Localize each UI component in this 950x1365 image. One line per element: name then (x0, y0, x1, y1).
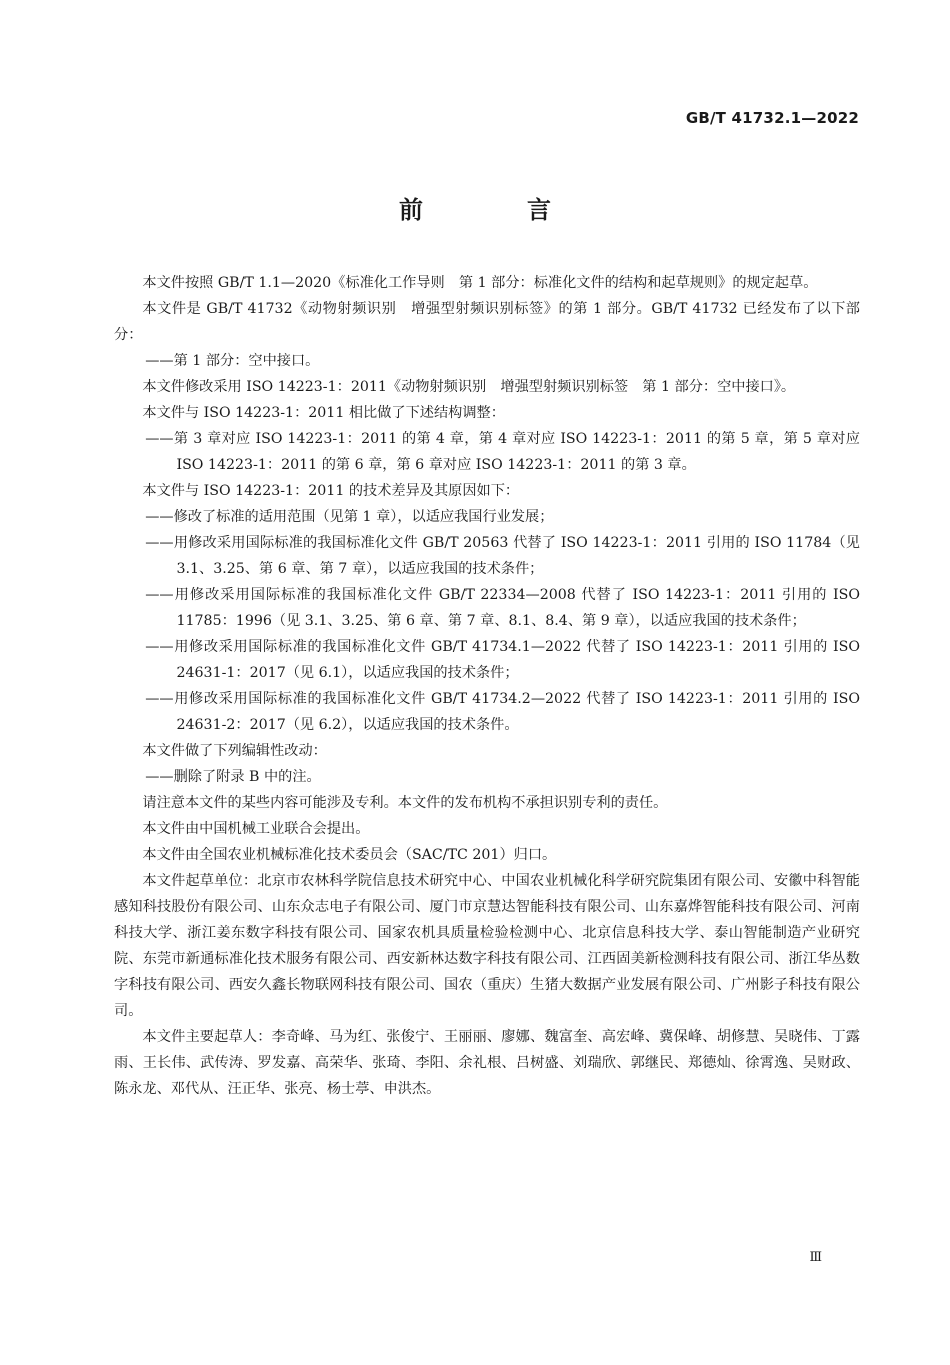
dash-list-item: —— 第 3 章对应 ISO 14223-1：2011 的第 4 章，第 4 章对应 ISO 14223-1：2011 的第 5 章，第 5 章对应 ISO 14223-1：2011 的第 6 章，第 6 章对应 ISO 14223-1：2011 的第 3 章。 (114, 426, 860, 478)
paragraph: 本文件按照 GB/T 1.1—2020《标准化工作导则 第 1 部分：标准化文件的结构和起草规则》的规定起草。 (142, 275, 818, 291)
dash-list-item: —— 修改了标准的适用范围（见第 1 章），以适应我国行业发展； (114, 504, 860, 530)
paragraph: 本文件主要起草人：李奇峰、马为红、张俊宁、王丽丽、廖娜、魏富奎、高宏峰、冀保峰、胡修慧、吴晓伟、丁露雨、王长伟、武传涛、罗发嘉、高荣华、张琦、李阳、余礼根、吕树盛、刘瑞欣、郭继民、郑德灿、徐霄逸、吴财政、陈永龙、邓代从、汪正华、张亮、杨士葶、申洪杰。 (114, 1029, 860, 1097)
paragraph: 本文件由全国农业机械标准化技术委员会（SAC/TC 201）归口。 (142, 847, 557, 863)
paragraph: 本文件是 GB/T 41732《动物射频识别 增强型射频识别标签》的第 1 部分。GB/T 41732 已经发布了以下部分： (114, 301, 860, 343)
paragraph: 本文件起草单位：北京市农林科学院信息技术研究中心、中国农业机械化科学研究院集团有限公司、安徽中科智能感知科技股份有限公司、山东众志电子有限公司、厦门市京慧达智能科技有限公司、山东嘉烨智能科技有限公司、河南科技大学、浙江姜东数字科技有限公司、国家农机具质量检验检测中心、北京信息科技大学、泰山智能制造产业研究院、东莞市新通标准化技术服务有限公司、西安新林达数字科技有限公司、江西固美新检测科技有限公司、浙江华丛数字科技有限公司、西安久鑫长物联网科技有限公司、国农（重庆）生猪大数据产业发展有限公司、广州影子科技有限公司。 (114, 873, 860, 1019)
dash-list-item: —— 用修改采用国际标准的我国标准化文件 GB/T 41734.1—2022 代替了 ISO 14223-1：2011 引用的 ISO 24631-1：2017（见 6.1），以适应我国的技术条件； (114, 634, 860, 686)
paragraph: 本文件做了下列编辑性改动： (142, 743, 327, 759)
dash-list-item: —— 用修改采用国际标准的我国标准化文件 GB/T 20563 代替了 ISO 14223-1：2011 引用的 ISO 11784（见 3.1、3.25、第 6 章、第 7 章），以适应我国的技术条件； (114, 530, 860, 582)
document-body (114, 270, 860, 1102)
dash-list-item: —— 用修改采用国际标准的我国标准化文件 GB/T 22334—2008 代替了 ISO 14223-1：2011 引用的 ISO 11785：1996（见 3.1、3.25、第 6 章、第 7 章、8.1、8.4、第 9 章），以适应我国的技术条件； (114, 582, 860, 634)
dash-list-item: —— 删除了附录 B 中的注。 (114, 764, 860, 790)
page-number: Ⅲ (809, 1250, 822, 1265)
standard-number: GB/T 41732.1—2022 (685, 109, 859, 127)
paragraph: 本文件由中国机械工业联合会提出。 (142, 821, 370, 837)
paragraph: 本文件与 ISO 14223-1：2011 相比做了下述结构调整： (142, 405, 505, 421)
paragraph: 本文件与 ISO 14223-1：2011 的技术差异及其原因如下： (142, 483, 520, 499)
paragraph: 本文件修改采用 ISO 14223-1：2011《动物射频识别 增强型射频识别标签 第 1 部分：空中接口》。 (142, 379, 796, 395)
page-title: 前 言 (399, 196, 591, 224)
dash-list-item: —— 用修改采用国际标准的我国标准化文件 GB/T 41734.2—2022 代替了 ISO 14223-1：2011 引用的 ISO 24631-2：2017（见 6.2），以适应我国的技术条件。 (114, 686, 860, 738)
dash-list-item: —— 第 1 部分：空中接口。 (114, 348, 860, 374)
paragraph: 请注意本文件的某些内容可能涉及专利。本文件的发布机构不承担识别专利的责任。 (142, 795, 668, 811)
